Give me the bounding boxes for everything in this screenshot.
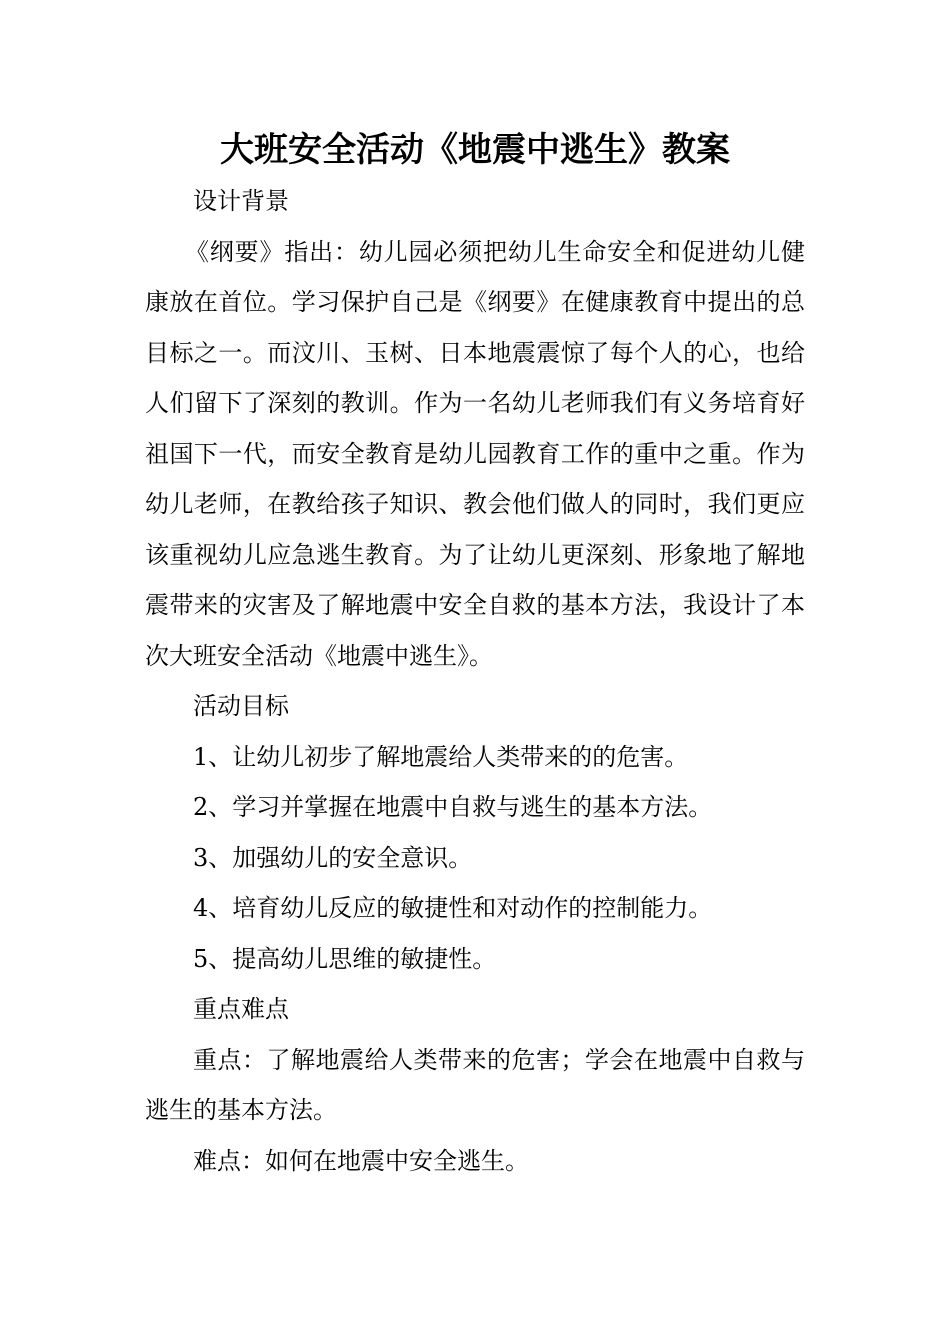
goal-item-3: 3、加强幼儿的安全意识。 bbox=[193, 843, 473, 872]
document-body bbox=[145, 176, 805, 1186]
goal-item-4: 4、培育幼儿反应的敏捷性和对动作的控制能力。 bbox=[193, 894, 713, 922]
section-heading-key-points: 重点难点 bbox=[193, 995, 289, 1023]
document-title: 大班安全活动《地震中逃生》教案 bbox=[220, 130, 730, 170]
section-heading-background: 设计背景 bbox=[193, 187, 289, 215]
background-paragraph: 《纲要》指出：幼儿园必须把幼儿生命安全和促进幼儿健康放在首位。学习保护自己是《纲要》在健康教育中提出的总目标之一。而汶川、玉树、日本地震震惊了每个人的心，也给人们留下了深刻的教训。作为一名幼儿老师我们有义务培育好祖国下一代，而安全教育是幼儿园教育工作的重中之重。作为幼儿老师，在教给孩子知识、教会他们做人的同时，我们更应该重视幼儿应急逃生教育。为了让幼儿更深刻、形象地了解地震带来的灾害及了解地震中安全自救的基本方法，我设计了本次大班安全活动《地震中逃生》。 bbox=[145, 237, 805, 670]
goal-item-2: 2、学习并掌握在地震中自救与逃生的基本方法。 bbox=[193, 793, 713, 821]
goal-item-5: 5、提高幼儿思维的敏捷性。 bbox=[193, 944, 497, 973]
difficult-point-paragraph: 难点：如何在地震中安全逃生。 bbox=[193, 1146, 529, 1175]
section-heading-goals: 活动目标 bbox=[193, 692, 289, 720]
key-point-paragraph: 重点：了解地震给人类带来的危害；学会在地震中自救与逃生的基本方法。 bbox=[145, 1045, 805, 1124]
goal-item-1: 1、让幼儿初步了解地震给人类带来的的危害。 bbox=[193, 742, 689, 771]
